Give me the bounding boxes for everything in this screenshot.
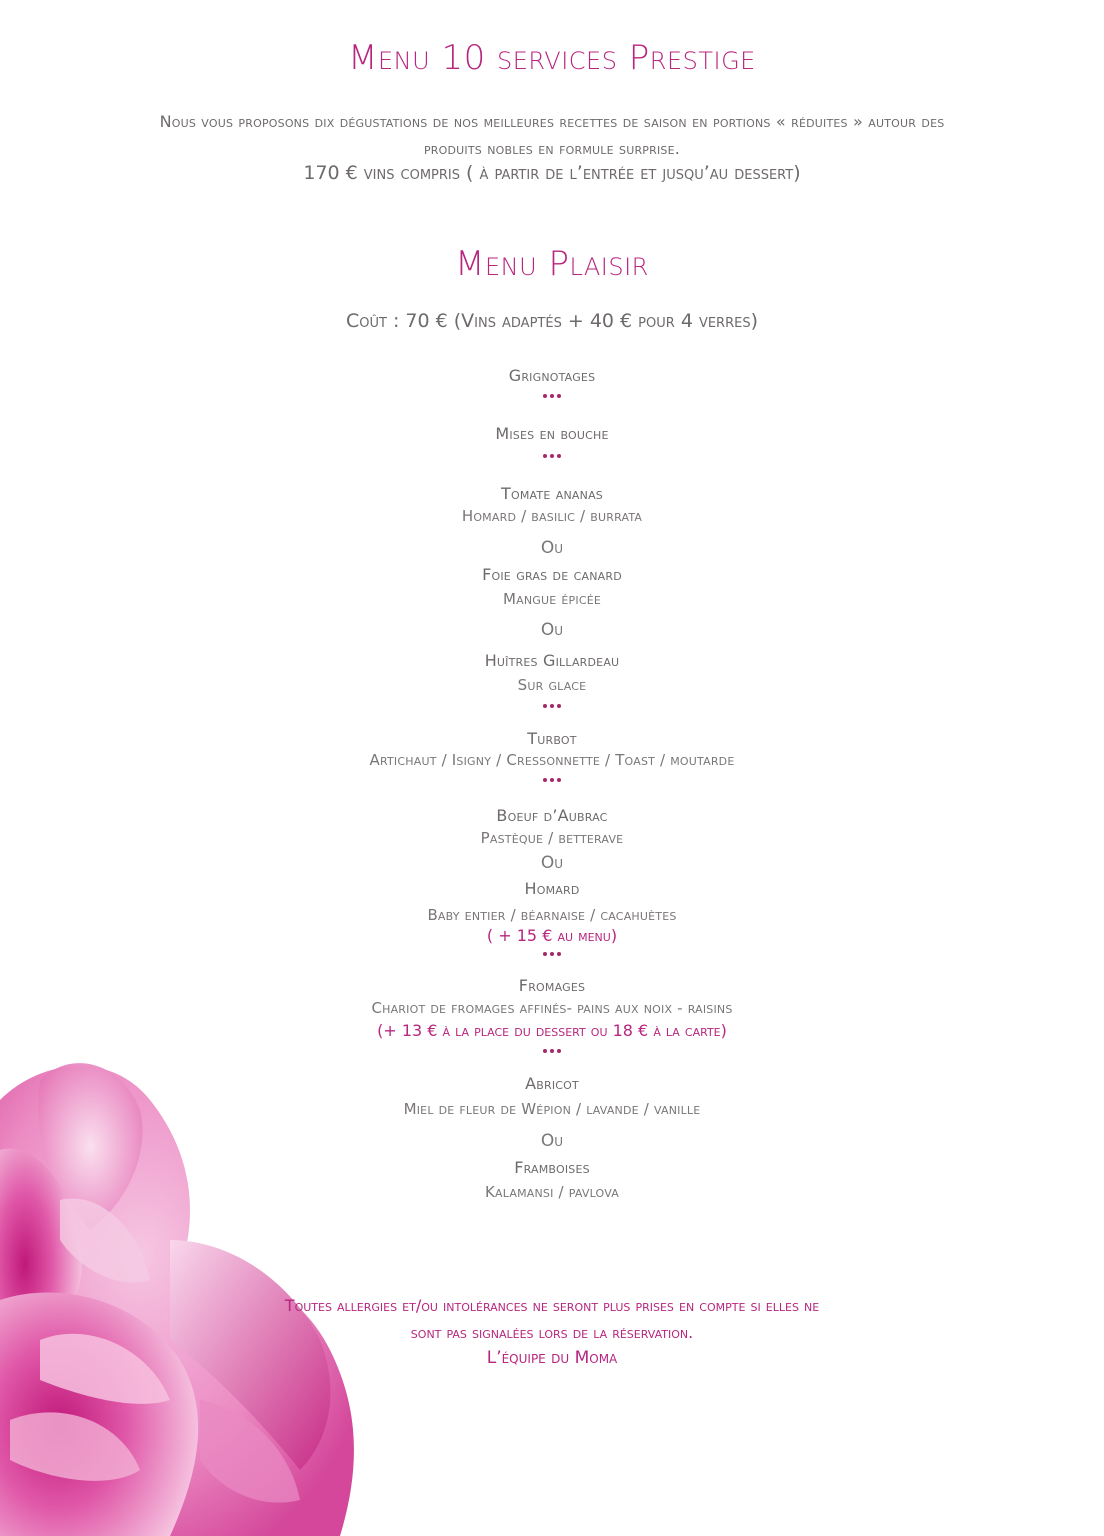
separator-dots bbox=[0, 454, 1104, 458]
course-abricot-title: Abricot bbox=[525, 1074, 579, 1093]
course-mises-en-bouche: Mises en bouche bbox=[495, 424, 609, 443]
course-homard-title: Homard bbox=[524, 879, 580, 898]
separator-dots bbox=[0, 704, 1104, 708]
separator-dots bbox=[0, 394, 1104, 398]
course-tomate-desc: Homard / basilic / burrata bbox=[461, 507, 643, 525]
ou-label: Ou bbox=[540, 1131, 564, 1151]
allergy-notice-line2: sont pas signalées lors de la réservation. bbox=[410, 1323, 694, 1342]
plaisir-cost: Coût : 70 € (Vins adaptés + 40 € pour 4 verres) bbox=[345, 310, 759, 332]
course-foie-desc: Mangue épicée bbox=[503, 590, 601, 608]
allergy-notice-line1: Toutes allergies et/ou intolérances ne seront plus prises en compte si elles ne bbox=[284, 1296, 820, 1315]
course-framboises-desc: Kalamansi / pavlova bbox=[485, 1183, 619, 1201]
course-homard-supplement: ( + 15 € au menu) bbox=[486, 926, 618, 945]
prestige-intro-line2: produits nobles en formule surprise. bbox=[423, 139, 681, 158]
separator-dots bbox=[0, 952, 1104, 956]
team-signature: L’équipe du Moma bbox=[486, 1348, 618, 1368]
course-boeuf-desc: Pastèque / betterave bbox=[480, 829, 624, 847]
prestige-intro-line1: Nous vous proposons dix dégustations de nos meilleures recettes de saison en portions « réduites » autour des bbox=[159, 112, 945, 131]
prestige-title: Menu 10 services Prestige bbox=[348, 38, 756, 78]
course-abricot-desc: Miel de fleur de Wépion / lavande / vanille bbox=[403, 1100, 701, 1118]
course-tomate-title: Tomate ananas bbox=[501, 484, 603, 503]
ou-label: Ou bbox=[540, 620, 564, 640]
course-boeuf-title: Boeuf d’Aubrac bbox=[496, 806, 608, 825]
course-framboises-title: Framboises bbox=[514, 1158, 590, 1177]
course-grignotages: Grignotages bbox=[508, 366, 596, 385]
separator-dots bbox=[0, 1049, 1104, 1053]
course-foie-title: Foie gras de canard bbox=[482, 565, 622, 584]
course-turbot-desc: Artichaut / Isigny / Cressonnette / Toast / moutarde bbox=[369, 751, 735, 769]
ou-label: Ou bbox=[540, 538, 564, 558]
prestige-price: 170 € vins compris ( à partir de l’entrée et jusqu’au dessert) bbox=[303, 162, 801, 184]
course-huitres-desc: Sur glace bbox=[517, 676, 587, 694]
course-fromages-title: Fromages bbox=[518, 976, 586, 995]
plaisir-title: Menu Plaisir bbox=[455, 244, 649, 284]
ou-label: Ou bbox=[540, 853, 564, 873]
course-fromages-supplement: (+ 13 € à la place du dessert ou 18 € à la carte) bbox=[377, 1021, 727, 1040]
course-huitres-title: Huîtres Gillardeau bbox=[484, 651, 620, 670]
course-homard-desc: Baby entier / béarnaise / cacahuètes bbox=[427, 906, 677, 924]
separator-dots bbox=[0, 778, 1104, 782]
course-fromages-desc: Chariot de fromages affinés- pains aux noix - raisins bbox=[371, 999, 733, 1017]
course-turbot-title: Turbot bbox=[527, 729, 577, 748]
